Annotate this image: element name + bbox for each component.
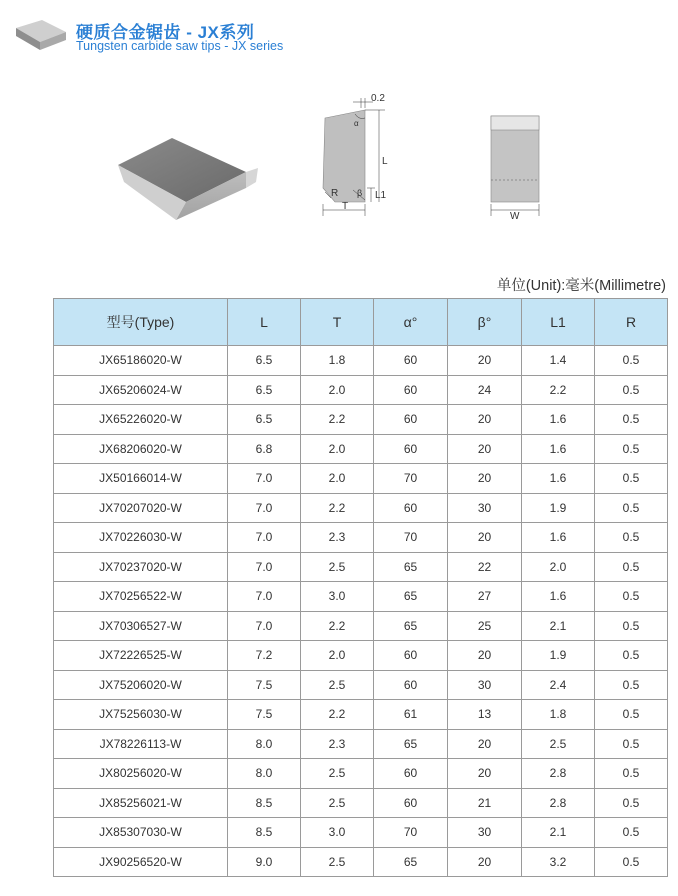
cell-t: 2.2	[301, 405, 374, 435]
spec-table-body	[54, 346, 668, 877]
cell-l: 8.0	[228, 729, 301, 759]
cell-type: JX85307030-W	[54, 818, 228, 848]
cell-beta: 25	[448, 611, 522, 641]
cell-r: 0.5	[595, 700, 668, 730]
cell-beta: 20	[448, 405, 522, 435]
cell-alpha: 61	[374, 700, 448, 730]
table-row	[54, 788, 668, 818]
cell-l: 8.5	[228, 818, 301, 848]
col-header-l: L	[228, 299, 301, 346]
cell-alpha: 60	[374, 434, 448, 464]
table-row	[54, 847, 668, 877]
cell-type: JX70256522-W	[54, 582, 228, 612]
cell-type: JX68206020-W	[54, 434, 228, 464]
col-header-beta: β°	[448, 299, 522, 346]
table-row	[54, 493, 668, 523]
cell-beta: 20	[448, 729, 522, 759]
cell-alpha: 70	[374, 464, 448, 494]
cell-t: 2.5	[301, 788, 374, 818]
table-row	[54, 405, 668, 435]
cell-r: 0.5	[595, 375, 668, 405]
cell-alpha: 65	[374, 729, 448, 759]
cell-l1: 2.1	[522, 611, 595, 641]
cell-beta: 22	[448, 552, 522, 582]
table-row	[54, 611, 668, 641]
cell-type: JX75256030-W	[54, 700, 228, 730]
table-row	[54, 641, 668, 671]
cell-alpha: 65	[374, 582, 448, 612]
cell-l: 8.5	[228, 788, 301, 818]
table-row	[54, 464, 668, 494]
cell-alpha: 60	[374, 788, 448, 818]
cell-l: 7.0	[228, 464, 301, 494]
cell-alpha: 60	[374, 641, 448, 671]
cell-l: 8.0	[228, 759, 301, 789]
cell-alpha: 65	[374, 847, 448, 877]
cell-t: 2.5	[301, 670, 374, 700]
cell-l: 7.5	[228, 670, 301, 700]
cell-l1: 2.2	[522, 375, 595, 405]
cell-beta: 20	[448, 346, 522, 376]
cell-type: JX50166014-W	[54, 464, 228, 494]
table-row	[54, 759, 668, 789]
cell-t: 2.2	[301, 611, 374, 641]
cell-l1: 1.6	[522, 405, 595, 435]
cell-beta: 20	[448, 464, 522, 494]
cell-l1: 1.6	[522, 434, 595, 464]
cell-type: JX65226020-W	[54, 405, 228, 435]
cell-t: 2.2	[301, 493, 374, 523]
cell-l1: 1.9	[522, 493, 595, 523]
table-row	[54, 434, 668, 464]
cell-r: 0.5	[595, 552, 668, 582]
cell-l1: 1.6	[522, 464, 595, 494]
saw-tip-front-view-diagram	[485, 112, 545, 222]
cell-beta: 27	[448, 582, 522, 612]
table-row	[54, 700, 668, 730]
cell-l1: 2.5	[522, 729, 595, 759]
cell-r: 0.5	[595, 582, 668, 612]
cell-l: 6.5	[228, 405, 301, 435]
cell-t: 2.5	[301, 847, 374, 877]
cell-l: 7.5	[228, 700, 301, 730]
cell-l1: 1.6	[522, 582, 595, 612]
cell-type: JX78226113-W	[54, 729, 228, 759]
cell-alpha: 65	[374, 611, 448, 641]
cell-l1: 2.1	[522, 818, 595, 848]
cell-l: 7.0	[228, 523, 301, 553]
table-row	[54, 818, 668, 848]
cell-r: 0.5	[595, 759, 668, 789]
spec-table	[53, 298, 668, 877]
cell-t: 2.0	[301, 375, 374, 405]
cell-r: 0.5	[595, 523, 668, 553]
cell-l: 9.0	[228, 847, 301, 877]
carbide-tip-logo-icon	[12, 18, 68, 52]
cell-t: 2.0	[301, 641, 374, 671]
cell-type: JX65206024-W	[54, 375, 228, 405]
cell-l: 6.8	[228, 434, 301, 464]
cell-type: JX80256020-W	[54, 759, 228, 789]
cell-beta: 30	[448, 493, 522, 523]
col-header-alpha: α°	[374, 299, 448, 346]
cell-t: 2.5	[301, 552, 374, 582]
cell-l: 6.5	[228, 346, 301, 376]
cell-l: 6.5	[228, 375, 301, 405]
cell-beta: 20	[448, 847, 522, 877]
cell-beta: 20	[448, 523, 522, 553]
cell-l: 7.0	[228, 582, 301, 612]
cell-r: 0.5	[595, 464, 668, 494]
cell-type: JX75206020-W	[54, 670, 228, 700]
cell-beta: 24	[448, 375, 522, 405]
cell-l: 7.0	[228, 611, 301, 641]
col-header-r: R	[595, 299, 668, 346]
dim-label-r: R	[331, 188, 339, 199]
cell-l1: 1.9	[522, 641, 595, 671]
cell-l1: 1.4	[522, 346, 595, 376]
cell-t: 2.3	[301, 523, 374, 553]
cell-beta: 13	[448, 700, 522, 730]
page-subtitle: Tungsten carbide saw tips - JX series	[76, 39, 284, 53]
saw-tip-3d-illustration	[110, 130, 260, 225]
cell-l1: 2.8	[522, 759, 595, 789]
cell-alpha: 60	[374, 759, 448, 789]
cell-type: JX85256021-W	[54, 788, 228, 818]
cell-l1: 2.4	[522, 670, 595, 700]
cell-t: 3.0	[301, 818, 374, 848]
cell-alpha: 70	[374, 523, 448, 553]
cell-beta: 20	[448, 641, 522, 671]
dim-label-alpha: α	[354, 119, 359, 128]
cell-alpha: 60	[374, 670, 448, 700]
cell-r: 0.5	[595, 611, 668, 641]
cell-type: JX70207020-W	[54, 493, 228, 523]
cell-l1: 2.0	[522, 552, 595, 582]
cell-t: 2.2	[301, 700, 374, 730]
cell-r: 0.5	[595, 405, 668, 435]
cell-r: 0.5	[595, 729, 668, 759]
cell-t: 2.0	[301, 464, 374, 494]
page-title: 硬质合金锯齿 - JX系列	[76, 23, 255, 42]
cell-r: 0.5	[595, 818, 668, 848]
dim-label-l1: L1	[375, 190, 387, 201]
saw-tip-side-view-diagram	[313, 92, 413, 222]
cell-type: JX65186020-W	[54, 346, 228, 376]
cell-r: 0.5	[595, 788, 668, 818]
cell-t: 2.3	[301, 729, 374, 759]
table-row	[54, 375, 668, 405]
col-header-type: 型号(Type)	[54, 299, 228, 346]
cell-alpha: 60	[374, 405, 448, 435]
dim-label-t: T	[342, 201, 349, 212]
cell-t: 2.0	[301, 434, 374, 464]
dim-label-0-2: 0.2	[371, 93, 385, 104]
cell-l: 7.0	[228, 493, 301, 523]
cell-alpha: 70	[374, 818, 448, 848]
cell-beta: 20	[448, 434, 522, 464]
col-header-l1: L1	[522, 299, 595, 346]
cell-alpha: 60	[374, 346, 448, 376]
dim-label-beta: β	[357, 188, 363, 198]
table-row	[54, 523, 668, 553]
cell-l1: 2.8	[522, 788, 595, 818]
cell-beta: 20	[448, 759, 522, 789]
cell-alpha: 60	[374, 375, 448, 405]
cell-t: 2.5	[301, 759, 374, 789]
table-row	[54, 582, 668, 612]
cell-beta: 30	[448, 670, 522, 700]
cell-beta: 30	[448, 818, 522, 848]
table-row	[54, 729, 668, 759]
cell-l1: 3.2	[522, 847, 595, 877]
cell-l: 7.0	[228, 552, 301, 582]
table-row	[54, 552, 668, 582]
cell-t: 3.0	[301, 582, 374, 612]
cell-type: JX70306527-W	[54, 611, 228, 641]
cell-alpha: 65	[374, 552, 448, 582]
col-header-t: T	[301, 299, 374, 346]
cell-r: 0.5	[595, 641, 668, 671]
table-row	[54, 346, 668, 376]
dim-label-w: W	[510, 211, 520, 222]
cell-r: 0.5	[595, 670, 668, 700]
cell-r: 0.5	[595, 493, 668, 523]
cell-t: 1.8	[301, 346, 374, 376]
table-header-row	[54, 299, 668, 346]
cell-type: JX70237020-W	[54, 552, 228, 582]
cell-beta: 21	[448, 788, 522, 818]
dim-label-l: L	[382, 156, 388, 167]
cell-l1: 1.6	[522, 523, 595, 553]
cell-type: JX90256520-W	[54, 847, 228, 877]
cell-l1: 1.8	[522, 700, 595, 730]
cell-r: 0.5	[595, 346, 668, 376]
table-row	[54, 670, 668, 700]
cell-type: JX72226525-W	[54, 641, 228, 671]
cell-l: 7.2	[228, 641, 301, 671]
cell-r: 0.5	[595, 434, 668, 464]
cell-alpha: 60	[374, 493, 448, 523]
unit-label: 单位(Unit):毫米(Millimetre)	[496, 278, 666, 294]
cell-type: JX70226030-W	[54, 523, 228, 553]
cell-r: 0.5	[595, 847, 668, 877]
